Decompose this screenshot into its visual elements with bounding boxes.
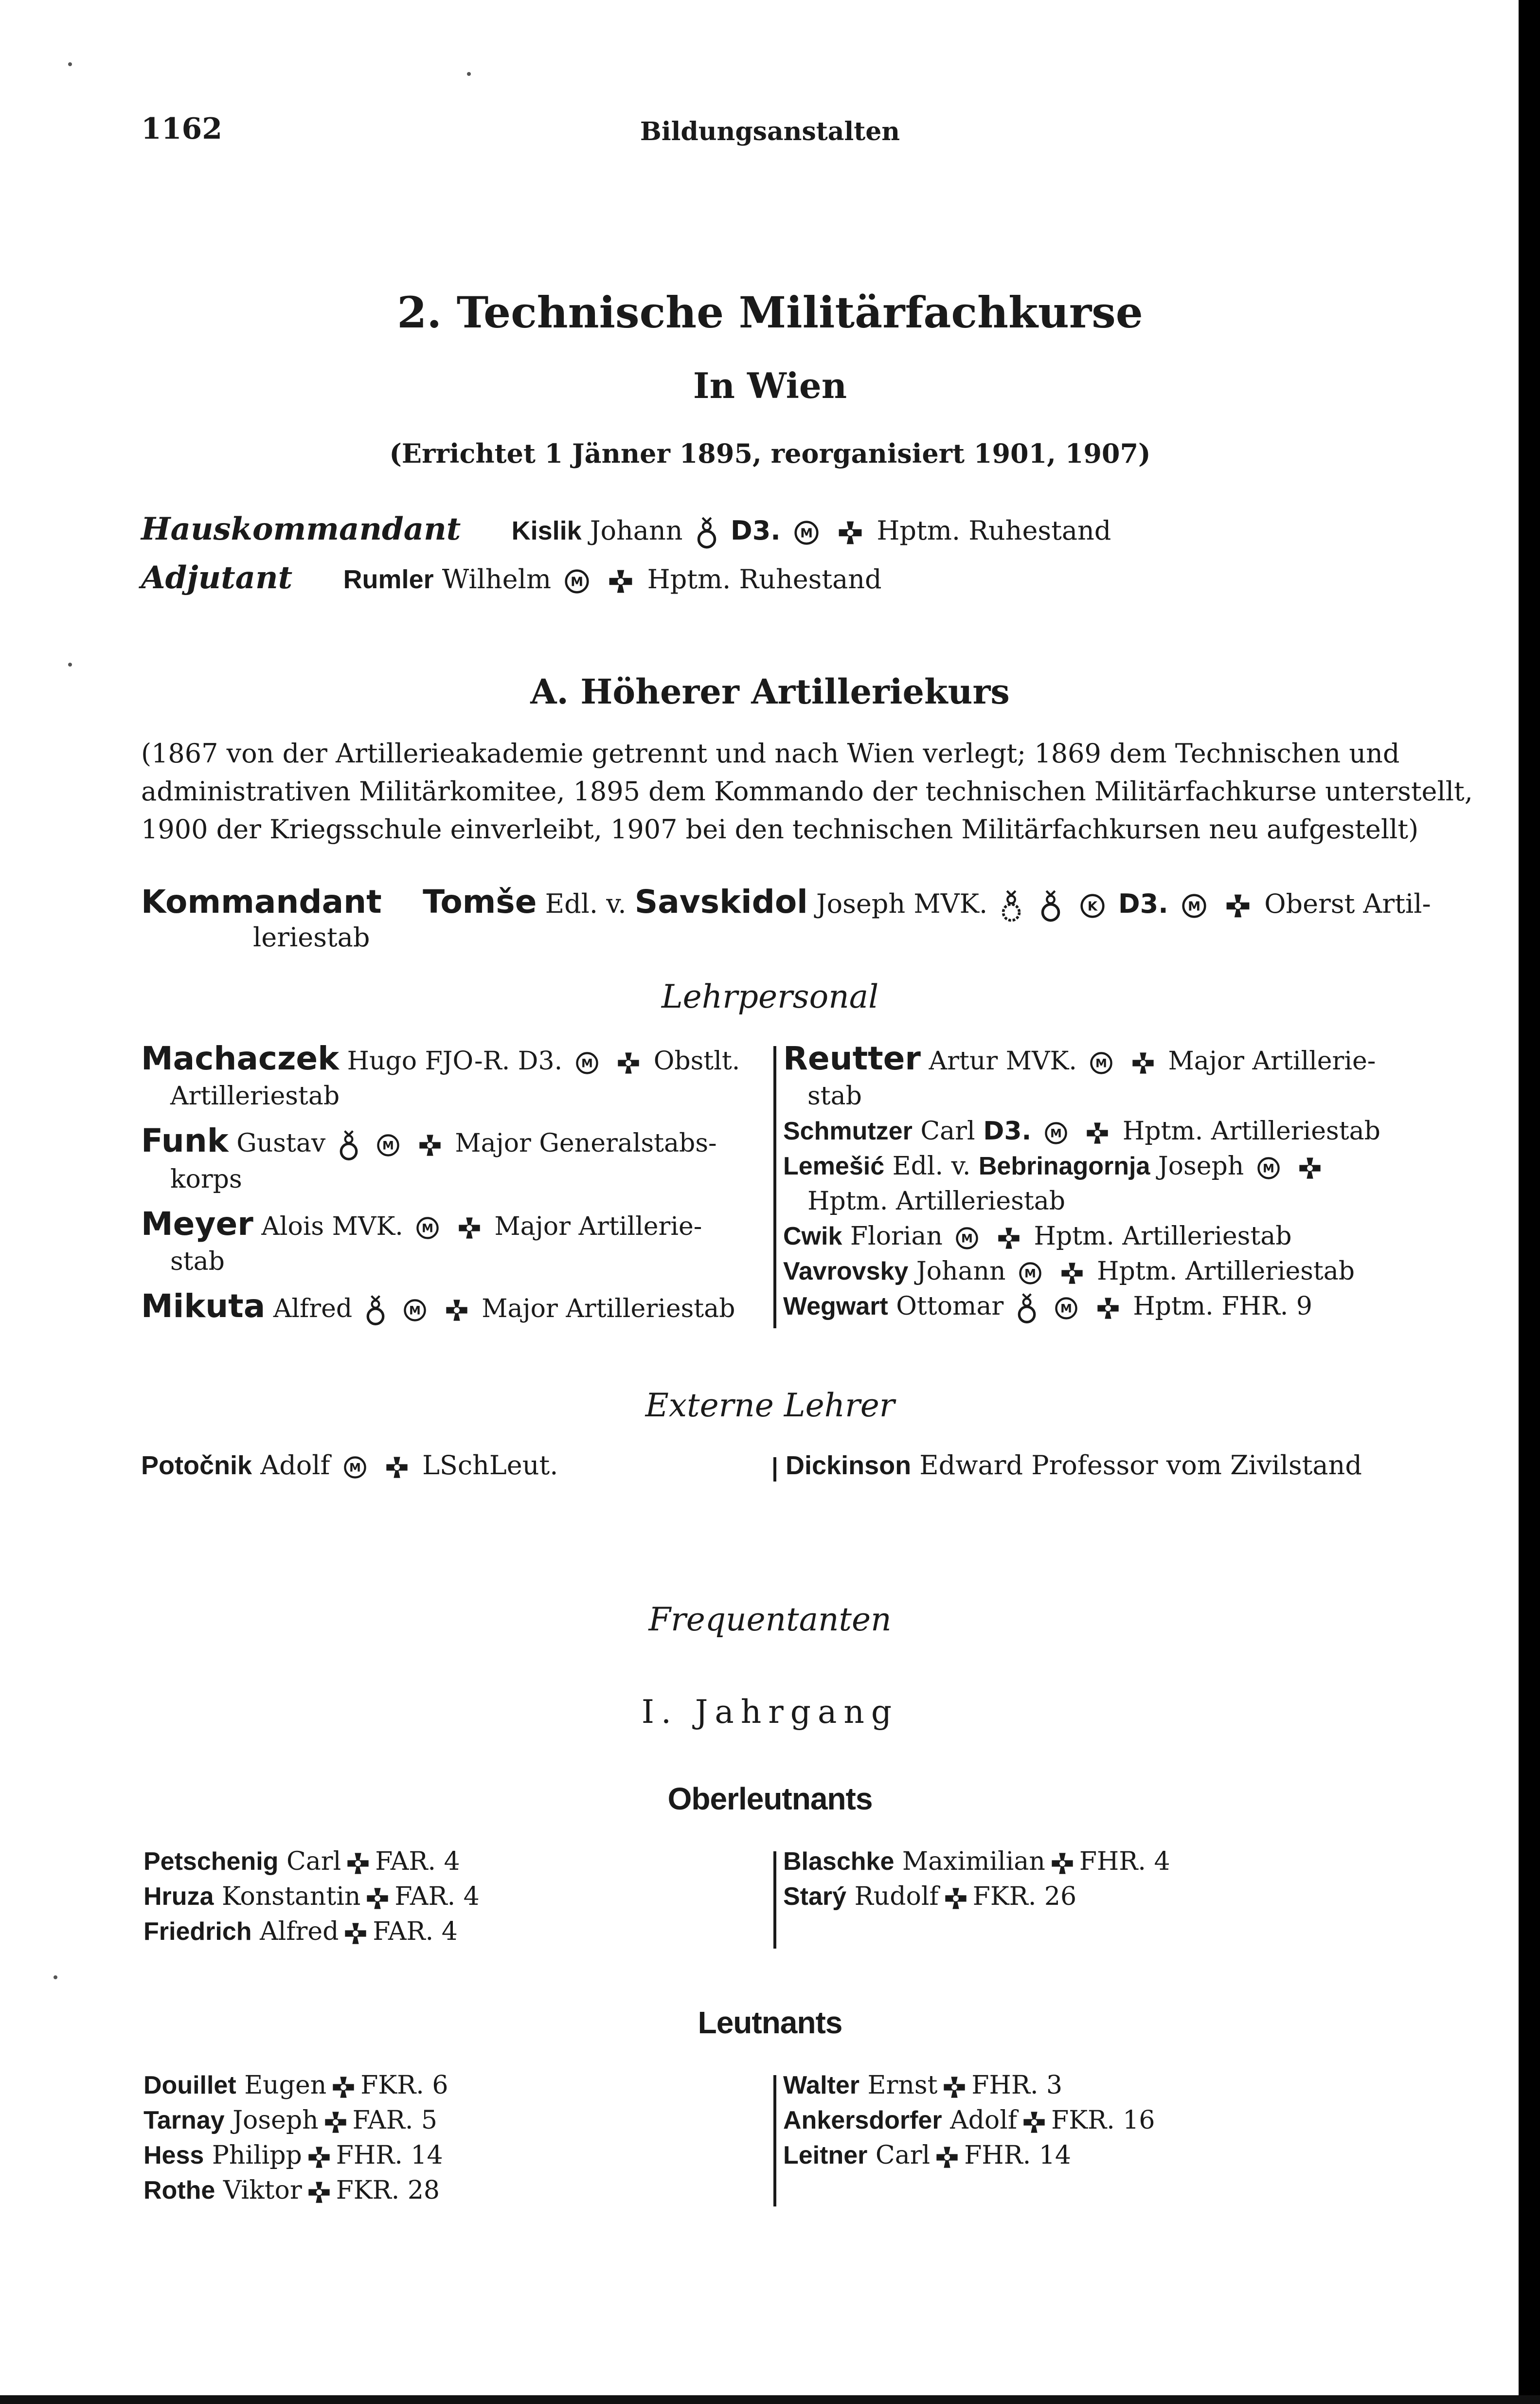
leutnants-left-column: [143, 2068, 766, 2208]
student-given-name: Viktor: [223, 2176, 302, 2205]
teacher-entry: [141, 1041, 769, 1079]
student-surname: Walter: [783, 2071, 860, 2099]
student-given-name: Adolf: [950, 2106, 1018, 2135]
teacher-entry: [141, 1207, 769, 1244]
military-merit-m-icon: [1090, 1051, 1113, 1075]
cross-pattee-icon: [1050, 1851, 1074, 1876]
externe-right-entry: [786, 1450, 1362, 1481]
commander-nobility: Edl. v.: [545, 888, 627, 919]
commander-label: Kommandant: [141, 883, 382, 921]
teacher-given-name: Alfred: [273, 1294, 353, 1323]
student-given-name: Carl: [286, 1847, 341, 1876]
teacher-surname: Vavrovsky: [783, 1257, 909, 1285]
teacher-surname: Lemešić: [783, 1152, 885, 1180]
military-merit-m-icon: [1257, 1157, 1280, 1180]
column-rule: [773, 1457, 776, 1482]
section-heading: A. Höherer Artilleriekurs: [530, 671, 1010, 712]
teacher-rank-cont: Hptm. Artilleriestab: [807, 1187, 1066, 1216]
medal-icon: [696, 515, 717, 550]
teacher-decoration: MVK.: [332, 1211, 403, 1241]
teacher-decoration: MVK.: [1005, 1047, 1077, 1076]
teacher-entry: [783, 1254, 1415, 1289]
teacher-entry: [783, 1289, 1415, 1325]
teacher-entry: [783, 1114, 1415, 1149]
oberleutnants-heading: Oberleutnants: [667, 1781, 873, 1816]
student-entry: [783, 1879, 1406, 1914]
teacher-given-name: Florian: [850, 1222, 943, 1251]
cross-pattee-icon: [944, 1886, 968, 1911]
cross-pattee-icon: [385, 1455, 409, 1480]
cross-pattee-icon: [1022, 2110, 1046, 2134]
teacher-given-name: Joseph: [1158, 1152, 1244, 1181]
teacher-rank: Major Generalstabs-: [455, 1129, 717, 1158]
scan-speck: [68, 62, 72, 66]
teacher-rank: Hptm. FHR. 9: [1133, 1292, 1312, 1321]
military-merit-m-icon: [794, 520, 819, 545]
teacher-rank: Major Artillerie-: [494, 1211, 702, 1241]
student-entry: [143, 1914, 766, 1949]
student-unit: FKR. 16: [1051, 2106, 1155, 2135]
cross-pattee-icon: [1131, 1051, 1155, 1075]
history-line: (1867 von der Artillerieakademie getrennt und nach Wien verlegt; 1869 dem Technischen und: [141, 738, 1400, 769]
cross-pattee-icon: [997, 1226, 1021, 1250]
teacher-surname: Machaczek: [141, 1040, 340, 1077]
page-subtitle: In Wien: [693, 365, 847, 406]
staff-given-name: Wilhelm: [442, 564, 552, 595]
teacher-surname: Dickinson: [786, 1451, 912, 1480]
student-entry: [143, 2138, 766, 2173]
student-given-name: Joseph: [233, 2106, 319, 2135]
column-rule: [773, 1046, 776, 1328]
staff-honours: D3.: [730, 515, 781, 546]
teacher-decoration: FJO-R. D3.: [425, 1047, 563, 1076]
teacher-entry: [783, 1149, 1415, 1184]
cross-pattee-icon: [942, 2075, 967, 2099]
student-surname: Ankersdorfer: [783, 2106, 942, 2134]
student-entry: [783, 2103, 1406, 2138]
teacher-given-name: Ottomar: [896, 1292, 1004, 1321]
military-merit-m-icon: [403, 1299, 427, 1322]
cross-pattee-icon: [331, 2075, 356, 2099]
staff-row-hauskommandant: [141, 511, 1111, 550]
teacher-rank: Hptm. Artilleriestab: [1034, 1222, 1292, 1251]
teacher-given-name: Hugo: [347, 1047, 417, 1076]
cross-pattee-icon: [418, 1133, 442, 1157]
role-label: Hauskommandant: [141, 511, 461, 547]
page-number: 1162: [141, 112, 222, 146]
teacher-given-name: Johann: [916, 1257, 1006, 1286]
history-line: administrativen Militärkomitee, 1895 dem Kommando der technischen Militärfachkurse unterstellt,: [141, 776, 1473, 807]
teacher-surname: Cwik: [783, 1222, 842, 1250]
teacher-given-name: Artur: [929, 1047, 998, 1076]
student-given-name: Philipp: [212, 2141, 302, 2170]
military-merit-m-icon: [955, 1227, 979, 1250]
student-surname: Rothe: [143, 2176, 215, 2205]
teacher-surname: Schmutzer: [783, 1117, 913, 1145]
teacher-entry: [783, 1041, 1415, 1079]
k-medal-icon: [1080, 893, 1105, 919]
commander-honours: D3.: [1118, 888, 1168, 919]
student-entry: [783, 1844, 1406, 1879]
teacher-surname: Meyer: [141, 1205, 253, 1243]
frequentanten-heading: Frequentanten: [648, 1601, 892, 1638]
teacher-surname: Funk: [141, 1122, 229, 1159]
teacher-surname: Reutter: [783, 1040, 921, 1077]
commander-row: [141, 883, 1431, 923]
teacher-rank-cont: stab: [170, 1247, 225, 1276]
student-given-name: Ernst: [867, 2071, 938, 2100]
cross-pattee-icon: [608, 568, 634, 595]
teacher-rank: Major Artillerie-: [1168, 1047, 1376, 1076]
student-entry: [143, 1844, 766, 1879]
commander-surname: Tomše: [423, 883, 537, 921]
teacher-entry: [783, 1219, 1415, 1254]
student-surname: Starý: [783, 1882, 847, 1911]
teacher-noble-name: Bebrinagornja: [978, 1152, 1150, 1180]
commander-noble-name: Savskidol: [634, 883, 808, 921]
lehrpersonal-right-column: [783, 1041, 1415, 1325]
cross-pattee-icon: [1298, 1156, 1322, 1180]
teacher-rank: Hptm. Artilleriestab: [1097, 1257, 1355, 1286]
wreath-medal-icon: [1001, 888, 1022, 923]
teacher-given-name: Carl: [920, 1117, 975, 1146]
military-merit-m-icon: [564, 569, 590, 594]
staff-row-adjutant: [141, 560, 882, 596]
student-entry: [143, 2103, 766, 2138]
student-entry: [143, 2173, 766, 2208]
military-merit-m-icon: [575, 1051, 599, 1075]
student-unit: FHR. 14: [964, 2141, 1071, 2170]
teacher-rank: Major Artilleriestab: [482, 1294, 735, 1323]
teacher-rank: LSchLeut.: [422, 1450, 558, 1481]
student-unit: FHR. 4: [1079, 1847, 1170, 1876]
teacher-rank-cont: stab: [807, 1082, 862, 1111]
military-merit-m-icon: [1019, 1262, 1042, 1285]
externe-left-entry: [141, 1450, 558, 1481]
leutnants-heading: Leutnants: [698, 2005, 842, 2040]
running-head: Bildungsanstalten: [640, 117, 900, 146]
student-surname: Douillet: [143, 2071, 236, 2099]
cross-pattee-icon: [346, 1851, 370, 1876]
military-merit-m-icon: [343, 1456, 367, 1479]
student-unit: FAR. 4: [375, 1847, 460, 1876]
student-given-name: Maximilian: [902, 1847, 1045, 1876]
military-merit-m-icon: [1044, 1121, 1068, 1145]
student-given-name: Konstantin: [222, 1882, 361, 1911]
scan-speck: [54, 1975, 57, 1979]
history-line: 1900 der Kriegsschule einverleibt, 1907 bei den technischen Militärfachkursen neu aufgestellt): [141, 814, 1419, 845]
student-unit: FHR. 14: [336, 2141, 443, 2170]
teacher-honours: D3.: [983, 1117, 1032, 1146]
student-surname: Friedrich: [143, 1917, 252, 1946]
commander-decoration: MVK.: [913, 888, 988, 919]
student-surname: Hruza: [143, 1882, 214, 1911]
oberleutnants-right-column: [783, 1844, 1406, 1914]
student-unit: FKR. 28: [336, 2176, 440, 2205]
medal-icon: [1017, 1292, 1037, 1325]
teacher-entry: [141, 1123, 769, 1162]
cross-pattee-icon: [307, 2145, 331, 2169]
student-unit: FAR. 4: [373, 1917, 458, 1946]
staff-rank: Hptm. Ruhestand: [877, 515, 1111, 546]
commander-given-name: Joseph: [816, 888, 906, 919]
student-unit: FKR. 26: [972, 1882, 1077, 1911]
staff-given-name: Johann: [590, 515, 683, 546]
medal-icon: [1040, 888, 1061, 923]
student-unit: FAR. 4: [394, 1882, 480, 1911]
teacher-rank-cont: Artilleriestab: [170, 1082, 340, 1111]
military-merit-m-icon: [376, 1134, 400, 1157]
military-merit-m-icon: [1055, 1297, 1078, 1320]
oberleutnants-left-column: [143, 1844, 766, 1949]
teacher-given-name: Edward: [919, 1450, 1023, 1481]
cross-pattee-icon: [445, 1298, 469, 1322]
scan-border-bottom: [0, 2395, 1540, 2404]
teacher-surname: Mikuta: [141, 1287, 266, 1325]
student-surname: Tarnay: [143, 2106, 225, 2134]
cross-pattee-icon: [365, 1886, 390, 1911]
student-entry: [143, 1879, 766, 1914]
teacher-rank: Hptm. Artilleriestab: [1122, 1117, 1380, 1146]
scan-speck: [467, 72, 471, 76]
teacher-nobility: Edl. v.: [892, 1152, 971, 1181]
teacher-rank: Obstlt.: [653, 1047, 740, 1076]
cross-pattee-icon: [1060, 1261, 1084, 1285]
staff-surname: Kislik: [511, 516, 582, 545]
lehrpersonal-heading: Lehrpersonal: [661, 978, 879, 1015]
role-label: Adjutant: [141, 560, 293, 596]
jahrgang-heading: I. Jahrgang: [641, 1693, 899, 1731]
student-given-name: Rudolf: [854, 1882, 939, 1911]
teacher-given-name: Adolf: [260, 1450, 330, 1481]
cross-pattee-icon: [837, 520, 863, 546]
scan-speck: [68, 663, 72, 667]
student-unit: FHR. 3: [971, 2071, 1063, 2100]
cross-pattee-icon: [1225, 893, 1251, 919]
student-surname: Blaschke: [783, 1847, 895, 1876]
student-surname: Petschenig: [143, 1847, 279, 1876]
staff-surname: Rumler: [343, 565, 434, 594]
cross-pattee-icon: [323, 2110, 348, 2134]
staff-rank: Hptm. Ruhestand: [647, 564, 882, 595]
student-given-name: Alfred: [260, 1917, 339, 1946]
student-entry: [783, 2138, 1406, 2173]
military-merit-m-icon: [1182, 893, 1207, 919]
student-unit: FAR. 5: [352, 2106, 438, 2135]
teacher-surname: Potočnik: [141, 1451, 252, 1480]
student-surname: Leitner: [783, 2141, 868, 2169]
cross-pattee-icon: [457, 1216, 482, 1240]
cross-pattee-icon: [1096, 1296, 1120, 1320]
leutnants-right-column: [783, 2068, 1406, 2173]
student-entry: [143, 2068, 766, 2103]
cross-pattee-icon: [343, 1921, 368, 1946]
page-title: 2. Technische Militärfachkurse: [397, 287, 1143, 338]
column-rule: [773, 1851, 776, 1949]
medal-icon: [339, 1129, 359, 1162]
medal-icon: [365, 1294, 386, 1327]
scan-border-right: [1519, 0, 1540, 2404]
cross-pattee-icon: [307, 2180, 331, 2205]
student-entry: [783, 2068, 1406, 2103]
student-unit: FKR. 6: [360, 2071, 448, 2100]
founding-note: (Errichtet 1 Jänner 1895, reorganisiert 1901, 1907): [389, 438, 1151, 469]
cross-pattee-icon: [935, 2145, 959, 2169]
teacher-surname: Wegwart: [783, 1292, 888, 1320]
student-given-name: Eugen: [244, 2071, 327, 2100]
externe-heading: Externe Lehrer: [645, 1387, 895, 1424]
teacher-given-name: Gustav: [236, 1129, 326, 1158]
column-rule: [773, 2075, 776, 2206]
commander-rank: Oberst Artil-: [1264, 888, 1431, 919]
student-given-name: Carl: [875, 2141, 931, 2170]
student-surname: Hess: [143, 2141, 204, 2169]
teacher-given-name: Alois: [261, 1211, 324, 1241]
lehrpersonal-left-column: [141, 1041, 769, 1327]
section-history: [141, 735, 1473, 849]
teacher-rank-cont: korps: [170, 1164, 242, 1194]
military-merit-m-icon: [416, 1216, 439, 1240]
commander-rank-cont: leriestab: [253, 922, 370, 953]
teacher-entry: [141, 1289, 769, 1327]
teacher-rank: Professor vom Zivilstand: [1031, 1450, 1362, 1481]
cross-pattee-icon: [1085, 1121, 1110, 1145]
cross-pattee-icon: [616, 1051, 641, 1075]
